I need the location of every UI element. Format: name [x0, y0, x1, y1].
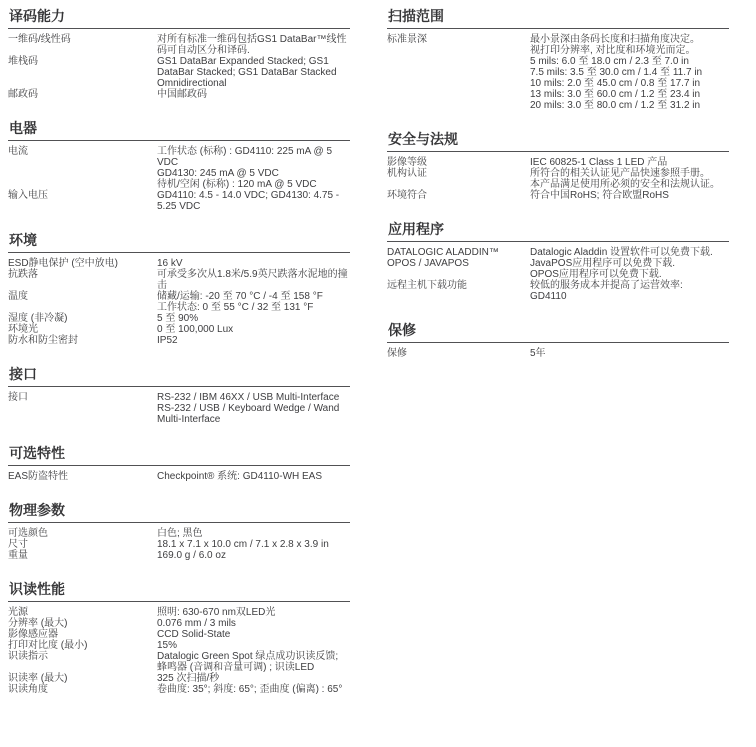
- section-rows: [8, 141, 350, 212]
- spec-row: [8, 258, 350, 269]
- value-line: 7.5 mils: 3.5 至 30.0 cm / 1.4 至 11.7 in: [530, 67, 703, 78]
- section-rows: [8, 387, 350, 425]
- label-line: 机构认证: [387, 168, 427, 179]
- value-line: 0.076 mm / 3 mils: [157, 618, 236, 629]
- value-line: 待机/空闲 (标称) : 120 mA @ 5 VDC: [157, 179, 317, 190]
- value-line: 15%: [157, 640, 178, 651]
- value-line: IEC 60825-1 Class 1 LED 产品: [530, 157, 668, 168]
- spec-value: [157, 392, 350, 425]
- value-line: 5 至 90%: [157, 313, 199, 324]
- label-line: 接口: [8, 392, 28, 403]
- value-line: 视打印分辨率, 对比度和环境光而定。: [530, 45, 696, 56]
- value-line: 照明: 630-670 nm双LED光: [157, 607, 276, 618]
- spec-label: [8, 291, 157, 302]
- spec-value: [157, 313, 350, 324]
- spec-section: [8, 366, 350, 425]
- spec-value: [157, 673, 350, 684]
- spec-row: [387, 34, 729, 111]
- value-line: 卷曲度: 35°; 斜度: 65°; 歪曲度 (偏离) : 65°: [157, 684, 343, 695]
- spec-value: [157, 89, 350, 100]
- spec-label: [8, 146, 157, 157]
- spec-label: [8, 34, 157, 45]
- spec-section: [8, 232, 350, 346]
- spec-row: [8, 471, 350, 482]
- value-line: CCD Solid-State: [157, 629, 231, 640]
- value-line: 所符合的相关认证见产品快速参照手册。: [530, 168, 710, 179]
- value-line: Datalogic Green Spot 绿点成功识读反馈;: [157, 651, 339, 662]
- spec-value: [157, 269, 350, 291]
- label-line: 尺寸: [8, 539, 28, 550]
- spec-value: [157, 335, 350, 346]
- value-line: Omnidirectional: [157, 78, 227, 89]
- value-line: 最小景深由条码长度和扫描角度决定。: [530, 34, 700, 45]
- value-line: VDC: [157, 157, 179, 168]
- spec-row: [8, 146, 350, 190]
- spec-label: [387, 168, 530, 179]
- spec-value: [157, 190, 350, 212]
- label-line: 保修: [387, 348, 407, 359]
- label-line: 光源: [8, 607, 28, 618]
- spec-label: [8, 618, 157, 629]
- spec-section: [8, 8, 350, 100]
- spec-value: [157, 651, 350, 673]
- label-line: 湿度 (非冷凝): [8, 313, 68, 324]
- label-line: 输入电压: [8, 190, 48, 201]
- value-line: Checkpoint® 系统: GD4110-WH EAS: [157, 471, 323, 482]
- value-line: RS-232 / IBM 46XX / USB Multi-Interface: [157, 392, 340, 403]
- spec-row: [8, 56, 350, 89]
- section-title: 物理参数: [8, 502, 350, 523]
- label-line: 识读指示: [8, 651, 48, 662]
- spec-label: [8, 392, 157, 403]
- spec-value: [157, 34, 350, 56]
- spec-row: [8, 34, 350, 56]
- value-line: 325 次扫描/秒: [157, 673, 220, 684]
- spec-row: [8, 269, 350, 291]
- value-line: 20 mils: 3.0 至 80.0 cm / 1.2 至 31.2 in: [530, 100, 701, 111]
- spec-label: [8, 471, 157, 482]
- section-rows: [8, 253, 350, 346]
- spec-row: [387, 168, 729, 190]
- label-line: 打印对比度 (最小): [8, 640, 88, 651]
- label-line: ESD静电保护 (空中放电): [8, 258, 118, 269]
- spec-value: [530, 280, 729, 302]
- section-title: 保修: [387, 322, 729, 343]
- spec-label: [387, 247, 530, 269]
- spec-row: [8, 629, 350, 640]
- spec-row: [8, 89, 350, 100]
- value-line: 中国邮政码: [157, 89, 207, 100]
- spec-label: [387, 348, 530, 359]
- label-line: 温度: [8, 291, 28, 302]
- spec-value: [157, 291, 350, 313]
- spec-label: [8, 258, 157, 269]
- spec-section: [8, 502, 350, 561]
- value-line: 蜂鸣器 (音调和音量可调) ; 识读LED: [157, 662, 315, 673]
- label-line: 可选颜色: [8, 528, 48, 539]
- label-line: 重量: [8, 550, 28, 561]
- spec-value: [157, 539, 350, 550]
- value-line: GS1 DataBar Expanded Stacked; GS1: [157, 56, 329, 67]
- value-line: DataBar Stacked; GS1 DataBar Stacked: [157, 67, 337, 78]
- value-line: 10 mils: 2.0 至 45.0 cm / 0.8 至 17.7 in: [530, 78, 701, 89]
- spec-value: [157, 324, 350, 335]
- spec-row: [8, 651, 350, 673]
- spec-section: [387, 8, 729, 111]
- spec-row: [8, 190, 350, 212]
- value-line: RS-232 / USB / Keyboard Wedge / Wand: [157, 403, 340, 414]
- spec-label: [8, 607, 157, 618]
- value-line: 符合中国RoHS; 符合欧盟RoHS: [530, 190, 669, 201]
- spec-value: [157, 146, 350, 190]
- spec-row: [387, 280, 729, 302]
- spec-label: [8, 651, 157, 662]
- spec-label: [8, 89, 157, 100]
- value-line: GD4110: 4.5 - 14.0 VDC; GD4130: 4.75 -: [157, 190, 340, 201]
- spec-row: [8, 550, 350, 561]
- value-line: 5.25 VDC: [157, 201, 201, 212]
- spec-label: [8, 640, 157, 651]
- value-line: Datalogic Aladdin 设置软件可以免费下载.: [530, 247, 713, 258]
- value-line: 可承受多次从1.8米/5.9英尺跌落水泥地的撞: [157, 269, 348, 280]
- spec-label: [8, 684, 157, 695]
- spec-label: [8, 190, 157, 201]
- value-line: 5年: [530, 348, 546, 359]
- section-title: 环境: [8, 232, 350, 253]
- section-title: 译码能力: [8, 8, 350, 29]
- spec-row: [8, 539, 350, 550]
- spec-value: [157, 56, 350, 89]
- spec-row: [8, 291, 350, 313]
- section-rows: [387, 152, 729, 201]
- label-line: 环境符合: [387, 190, 427, 201]
- label-line: 识读率 (最大): [8, 673, 68, 684]
- value-line: 较低的服务成本并提高了运营效率:: [530, 280, 683, 291]
- label-line: DATALOGIC ALADDIN™: [387, 247, 499, 258]
- section-rows: [8, 602, 350, 695]
- value-line: 码可自动区分和译码.: [157, 45, 250, 56]
- section-title: 接口: [8, 366, 350, 387]
- spec-section: [387, 131, 729, 201]
- section-title: 扫描范围: [387, 8, 729, 29]
- spec-row: [8, 684, 350, 695]
- label-line: 影像感应器: [8, 629, 58, 640]
- label-line: 一维码/线性码: [8, 34, 71, 45]
- section-rows: [8, 466, 350, 482]
- label-line: 抗跌落: [8, 269, 38, 280]
- value-line: 白色; 黑色: [157, 528, 203, 539]
- value-line: 工作状态 (标称) : GD4110: 225 mA @ 5: [157, 146, 333, 157]
- section-rows: [387, 343, 729, 359]
- label-line: 堆栈码: [8, 56, 38, 67]
- spec-section: [387, 322, 729, 359]
- label-line: 分辨率 (最大): [8, 618, 68, 629]
- spec-label: [8, 550, 157, 561]
- spec-value: [157, 550, 350, 561]
- label-line: 影像等级: [387, 157, 427, 168]
- spec-row: [387, 157, 729, 168]
- label-line: 远程主机下载功能: [387, 280, 467, 291]
- label-line: 电流: [8, 146, 28, 157]
- spec-row: [8, 673, 350, 684]
- value-line: OPOS应用程序可以免费下载.: [530, 269, 662, 280]
- value-line: 18.1 x 7.1 x 10.0 cm / 7.1 x 2.8 x 3.9 in: [157, 539, 329, 550]
- label-line: EAS防盗特性: [8, 471, 69, 482]
- spec-value: [157, 684, 350, 695]
- section-title: 应用程序: [387, 221, 729, 242]
- section-rows: [8, 523, 350, 561]
- spec-label: [8, 629, 157, 640]
- value-line: JavaPOS应用程序可以免费下载.: [530, 258, 676, 269]
- value-line: 0 至 100,000 Lux: [157, 324, 234, 335]
- spec-value: [157, 471, 350, 482]
- section-rows: [387, 242, 729, 302]
- section-rows: [387, 29, 729, 111]
- section-title: 电器: [8, 120, 350, 141]
- spec-label: [387, 34, 530, 45]
- spec-row: [8, 324, 350, 335]
- spec-value: [157, 618, 350, 629]
- spec-row: [8, 335, 350, 346]
- value-line: 本产品满足使用所必须的安全和法规认证。: [530, 179, 720, 190]
- label-line: 标准景深: [387, 34, 427, 45]
- spec-value: [157, 629, 350, 640]
- spec-label: [387, 190, 530, 201]
- spec-section: [8, 445, 350, 482]
- spec-label: [8, 313, 157, 324]
- value-line: 工作状态: 0 至 55 °C / 32 至 131 °F: [157, 302, 314, 313]
- label-line: 环境光: [8, 324, 38, 335]
- spec-value: [530, 34, 729, 111]
- spec-row: [387, 247, 729, 280]
- spec-value: [530, 168, 729, 190]
- spec-section: [8, 581, 350, 695]
- value-line: 169.0 g / 6.0 oz: [157, 550, 226, 561]
- spec-value: [157, 528, 350, 539]
- spec-section: [8, 120, 350, 212]
- section-rows: [8, 29, 350, 100]
- spec-label: [387, 157, 530, 168]
- value-line: GD4130: 245 mA @ 5 VDC: [157, 168, 279, 179]
- value-line: 5 mils: 6.0 至 18.0 cm / 2.3 至 7.0 in: [530, 56, 689, 67]
- spec-row: [8, 313, 350, 324]
- spec-label: [8, 528, 157, 539]
- spec-value: [530, 348, 729, 359]
- spec-value: [530, 190, 729, 201]
- spec-label: [8, 335, 157, 346]
- spec-label: [8, 539, 157, 550]
- section-title: 可选特性: [8, 445, 350, 466]
- spec-value: [157, 607, 350, 618]
- value-line: Multi-Interface: [157, 414, 221, 425]
- value-line: IP52: [157, 335, 178, 346]
- section-title: 安全与法规: [387, 131, 729, 152]
- section-title: 识读性能: [8, 581, 350, 602]
- value-line: 击: [157, 280, 167, 291]
- spec-value: [157, 640, 350, 651]
- label-line: OPOS / JAVAPOS: [387, 258, 469, 269]
- spec-row: [8, 640, 350, 651]
- value-line: GD4110: [530, 291, 567, 302]
- spec-row: [387, 190, 729, 201]
- spec-row: [8, 618, 350, 629]
- spec-section: [387, 221, 729, 302]
- label-line: 防水和防尘密封: [8, 335, 78, 346]
- column-left: [8, 8, 350, 747]
- spec-label: [387, 280, 530, 291]
- spec-value: [530, 157, 729, 168]
- spec-value: [157, 258, 350, 269]
- spec-label: [8, 673, 157, 684]
- value-line: 对所有标准一维码包括GS1 DataBar™线性: [157, 34, 347, 45]
- value-line: 13 mils: 3.0 至 60.0 cm / 1.2 至 23.4 in: [530, 89, 701, 100]
- spec-row: [8, 528, 350, 539]
- label-line: 识读角度: [8, 684, 48, 695]
- column-right: [387, 8, 729, 747]
- spec-label: [8, 324, 157, 335]
- spec-row: [8, 607, 350, 618]
- label-line: 邮政码: [8, 89, 38, 100]
- spec-value: [530, 247, 729, 280]
- value-line: 储藏/运输: -20 至 70 °C / -4 至 158 °F: [157, 291, 323, 302]
- spec-row: [387, 348, 729, 359]
- value-line: 16 kV: [157, 258, 183, 269]
- spec-row: [8, 392, 350, 425]
- spec-label: [8, 269, 157, 280]
- spec-label: [8, 56, 157, 67]
